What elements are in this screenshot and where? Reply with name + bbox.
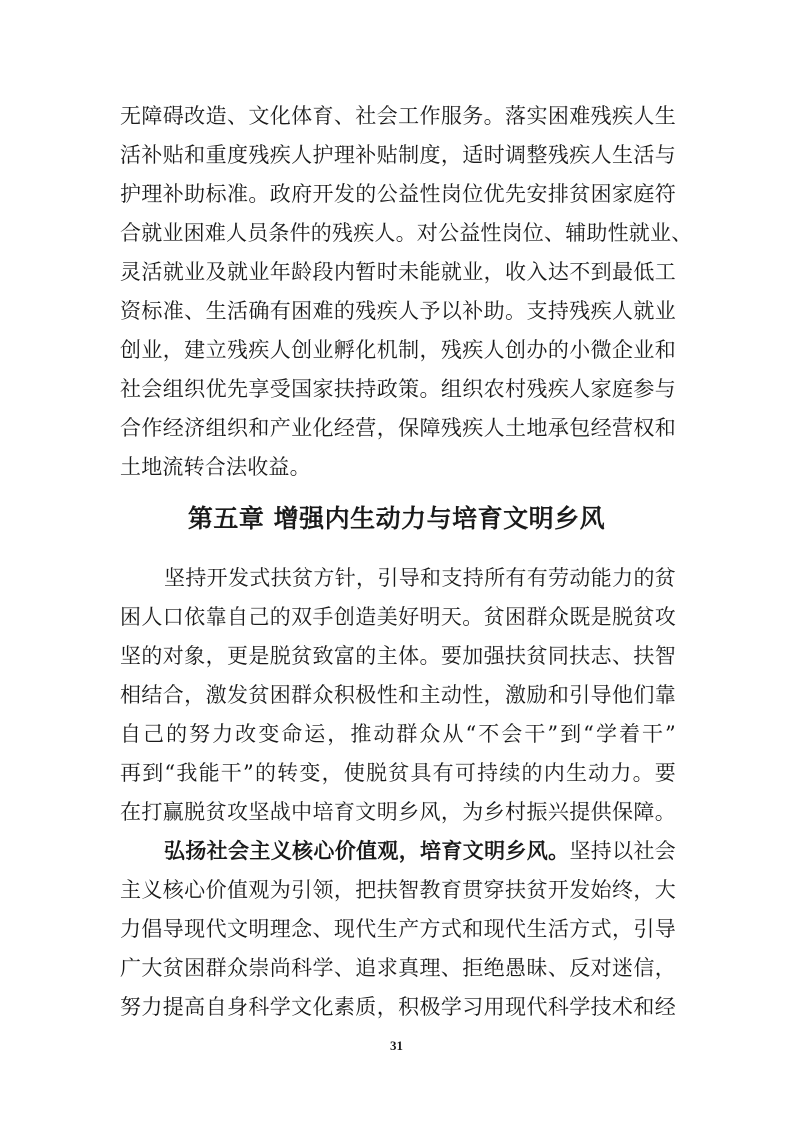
bold-lead-phrase: 弘扬社会主义核心价值观，培育文明乡风。 — [164, 838, 570, 863]
text-line: 困人口依靠自己的双手创造美好明天。贫困群众既是脱贫攻 — [120, 605, 676, 629]
text-line: 活补贴和重度残疾人护理补贴制度，适时调整残疾人生活与 — [120, 143, 676, 167]
chapter-heading: 第五章 增强内生动力与培育文明乡风 — [187, 504, 606, 533]
text-line: 社会组织优先享受国家扶持政策。组织农村残疾人家庭参与 — [120, 377, 676, 401]
text-line — [164, 836, 676, 866]
text-line: 资标准、生活确有困难的残疾人予以补助。支持残疾人就业 — [120, 299, 676, 323]
text-line: 自己的努力改变命运，推动群众从“不会干”到“学着干” — [120, 722, 676, 746]
text-line: 护理补助标准。政府开发的公益性岗位优先安排贫困家庭符 — [120, 182, 676, 206]
text-line: 创业，建立残疾人创业孵化机制，残疾人创办的小微企业和 — [120, 338, 676, 362]
text-line: 广大贫困群众崇尚科学、追求真理、拒绝愚昧、反对迷信， — [120, 956, 676, 980]
text-line: 灵活就业及就业年龄段内暂时未能就业，收入达不到最低工 — [120, 260, 676, 284]
text-line: 合就业困难人员条件的残疾人。对公益性岗位、辅助性就业、 — [120, 221, 693, 245]
text-line: 在打赢脱贫攻坚战中培育文明乡风，为乡村振兴提供保障。 — [120, 800, 676, 824]
text-line: 坚持开发式扶贫方针，引导和支持所有有劳动能力的贫 — [164, 566, 676, 590]
text-line: 合作经济组织和产业化经营，保障残疾人土地承包经营权和 — [120, 416, 676, 440]
text-line: 再到“我能干”的转变，使脱贫具有可持续的内生动力。要 — [120, 761, 676, 785]
text-line: 努力提高自身科学文化素质，积极学习用现代科学技术和经 — [120, 995, 676, 1019]
page-number: 31 — [390, 1038, 403, 1053]
text-line: 相结合，激发贫困群众积极性和主动性，激励和引导他们靠 — [120, 683, 676, 707]
text-line: 土地流转合法收益。 — [120, 455, 311, 479]
text-line: 主义核心价值观为引领，把扶智教育贯穿扶贫开发始终，大 — [120, 878, 676, 902]
text-line: 无障碍改造、文化体育、社会工作服务。落实困难残疾人生 — [120, 104, 676, 128]
lead-continuation: 坚持以社会 — [569, 839, 676, 863]
text-line: 力倡导现代文明理念、现代生产方式和现代生活方式，引导 — [120, 917, 676, 941]
text-line: 坚的对象，更是脱贫致富的主体。要加强扶贫同扶志、扶智 — [120, 644, 676, 668]
